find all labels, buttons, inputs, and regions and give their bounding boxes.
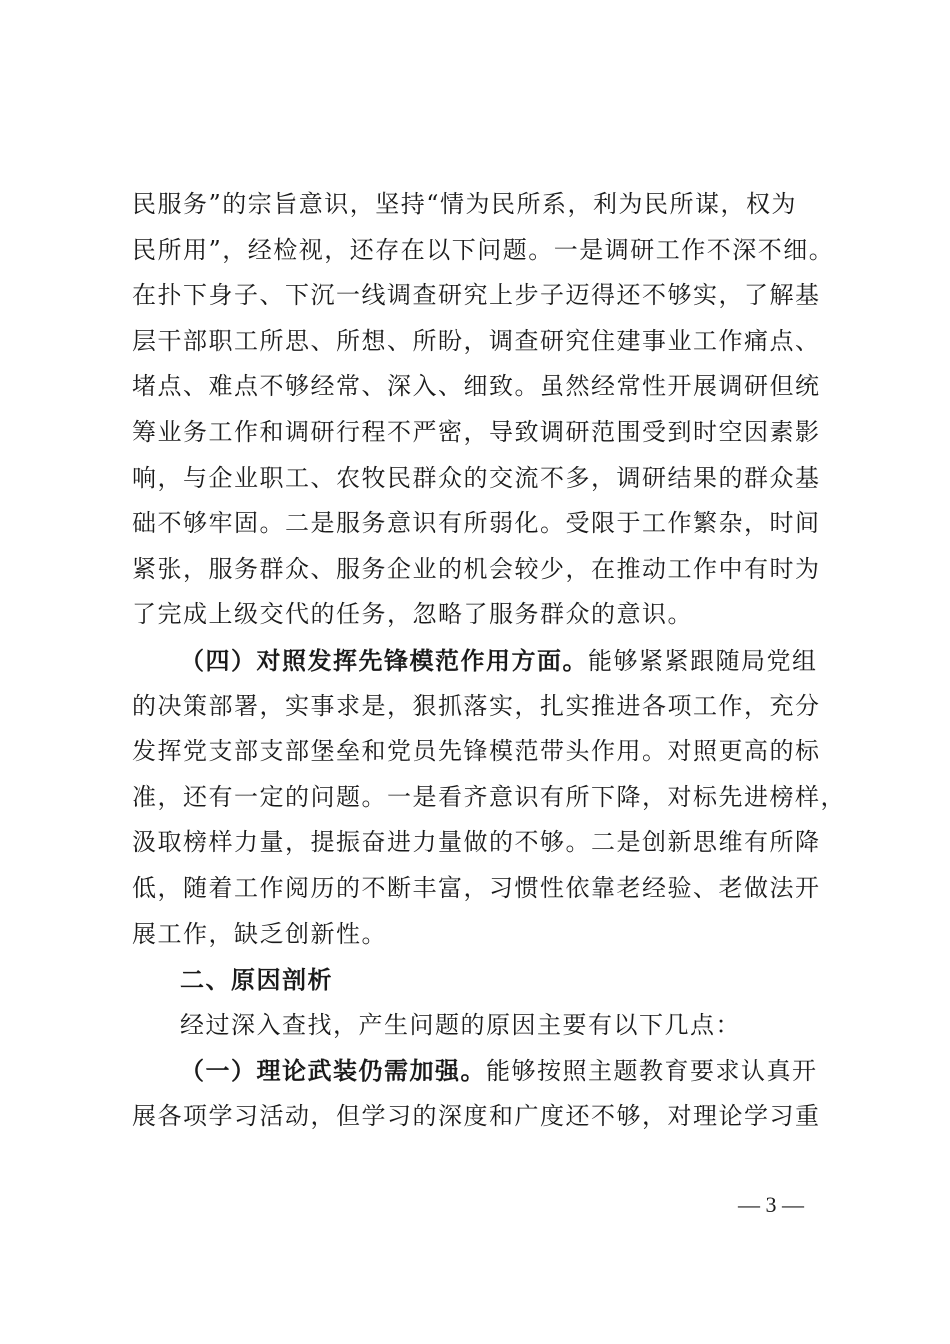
text-line: 紧张，服务群众、服务企业的机会较少，在推动工作中有时为 xyxy=(132,554,821,583)
subsection-heading: （四）对照发挥先锋模范作用方面。 xyxy=(180,645,588,675)
text-line: 汲取榜样力量，提振奋进力量做的不够。二是创新思维有所降 xyxy=(132,828,821,857)
paragraph-heading-line: （四）对照发挥先锋模范作用方面。能够紧紧跟随局党组 xyxy=(180,645,818,675)
text-line: 民服务”的宗旨意识，坚持“情为民所系，利为民所谋，权为 xyxy=(132,190,798,218)
page-number: — 3 — xyxy=(738,1192,804,1217)
text-line: 展各项学习活动，但学习的深度和广度还不够，对理论学习重 xyxy=(132,1101,821,1130)
section-heading-line xyxy=(132,957,832,1003)
text-line: 经过深入查找，产生问题的原因主要有以下几点： xyxy=(180,1010,741,1039)
text-line: 响，与企业职工、农牧民群众的交流不多，调研结果的群众基 xyxy=(132,463,821,492)
text-line: 了完成上级交代的任务，忽略了服务群众的意识。 xyxy=(132,600,693,629)
text-line: 发挥党支部支部堡垒和党员先锋模范带头作用。对照更高的标 xyxy=(132,737,821,766)
text-line: 准，还有一定的问题。一是看齐意识有所下降，对标先进榜样， xyxy=(132,782,846,811)
text-line: 础不够牢固。二是服务意识有所弱化。受限于工作繁杂，时间 xyxy=(132,509,821,538)
text-line: 层干部职工所思、所想、所盼，调查研究住建事业工作痛点、 xyxy=(132,326,821,355)
paragraph-heading-line: （一）理论武装仍需加强。能够按照主题教育要求认真开 xyxy=(180,1056,818,1086)
text-line: 民所用”，经检视，还存在以下问题。一是调研工作不深不细。 xyxy=(132,235,835,264)
subsection-heading: （一）理论武装仍需加强。 xyxy=(180,1056,486,1086)
text-line: 低，随着工作阅历的不断丰富，习惯性依靠老经验、老做法开 xyxy=(132,873,821,902)
text-line: 筹业务工作和调研行程不严密，导致调研范围受到时空因素影 xyxy=(132,417,821,446)
body-text xyxy=(132,182,846,1139)
text-line: 在扑下身子、下沉一线调查研究上步子迈得还不够实，了解基 xyxy=(132,281,821,310)
text-line: 的决策部署，实事求是，狠抓落实，扎实推进各项工作，充分 xyxy=(132,691,821,720)
text-line: 堵点、难点不够经常、深入、细致。虽然经常性开展调研但统 xyxy=(132,372,821,401)
section-heading: 二、原因剖析 xyxy=(180,965,333,995)
text-line: 展工作，缺乏创新性。 xyxy=(132,919,387,948)
